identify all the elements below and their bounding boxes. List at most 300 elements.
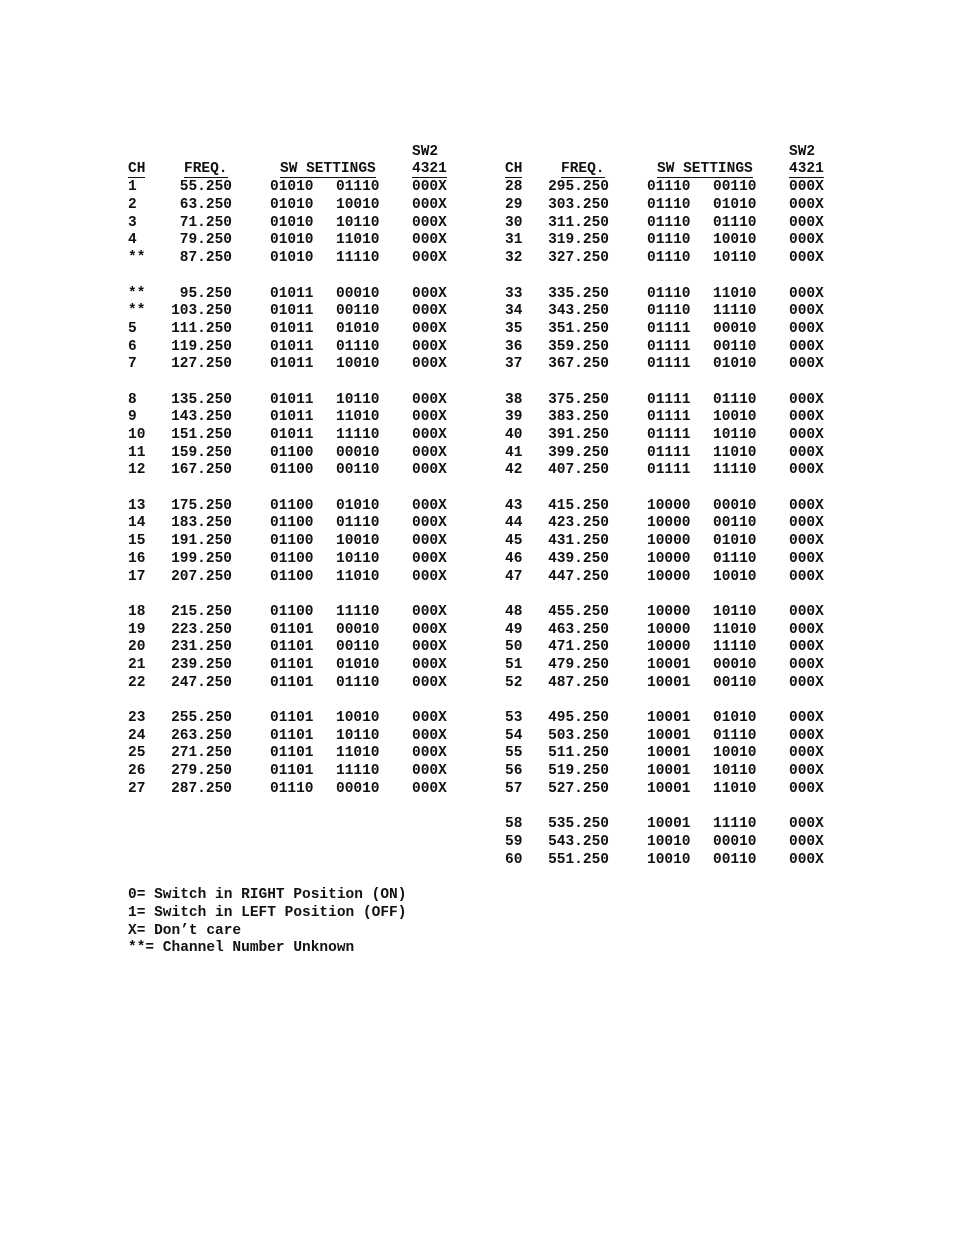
- sw-setting-a-cell: 01011: [270, 285, 314, 302]
- frequency-cell: 207.250: [171, 568, 232, 585]
- sw2-cell: 000X: [789, 710, 824, 726]
- channel-cell: 33: [505, 285, 523, 302]
- sw2-cell: 000X: [789, 356, 824, 373]
- sw-setting-a-cell: 10001: [647, 816, 691, 833]
- sw2-cell: 000X: [412, 515, 447, 532]
- sw-setting-a-cell: 01011: [270, 320, 314, 337]
- sw-setting-b-cell: 11010: [713, 444, 757, 461]
- header-sw-settings: SW SETTINGS: [657, 160, 753, 177]
- sw-setting-b-cell: 00010: [336, 621, 380, 638]
- channel-cell: **: [128, 285, 146, 302]
- frequency-cell: 295.250: [548, 179, 609, 196]
- channel-cell: 35: [505, 320, 523, 337]
- frequency-cell: 183.250: [171, 515, 232, 532]
- sw2-cell: 000X: [789, 214, 824, 231]
- frequency-cell: 151.250: [171, 427, 232, 443]
- sw-setting-b-cell: 10010: [336, 356, 380, 373]
- sw2-cell: 000X: [789, 533, 824, 550]
- sw2-cell: 000X: [412, 179, 447, 196]
- sw2-cell: 000X: [412, 639, 447, 656]
- sw-setting-a-cell: 01110: [647, 232, 691, 249]
- frequency-cell: 199.250: [171, 550, 232, 567]
- sw-setting-a-cell: 01110: [647, 214, 691, 231]
- frequency-cell: 367.250: [548, 356, 609, 373]
- channel-cell: **: [128, 250, 146, 267]
- channel-cell: 30: [505, 214, 523, 231]
- channel-cell: 22: [128, 674, 146, 691]
- frequency-cell: 551.250: [548, 851, 609, 868]
- sw-setting-a-cell: 01010: [270, 214, 314, 231]
- header-freq: FREQ.: [561, 160, 605, 177]
- sw2-cell: 000X: [412, 621, 447, 638]
- sw-setting-b-cell: 10010: [336, 533, 380, 550]
- sw-setting-b-cell: 10110: [713, 250, 757, 267]
- sw-setting-a-cell: 01100: [270, 550, 314, 567]
- sw-setting-a-cell: 01100: [270, 497, 314, 514]
- sw-setting-a-cell: 10000: [647, 550, 691, 567]
- frequency-cell: 111.250: [171, 320, 232, 337]
- channel-cell: 25: [128, 745, 146, 762]
- frequency-cell: 455.250: [548, 603, 609, 620]
- channel-cell: 56: [505, 763, 523, 780]
- channel-cell: 18: [128, 603, 146, 620]
- sw-setting-b-cell: 11110: [713, 639, 757, 656]
- channel-cell: 1: [128, 179, 137, 196]
- sw2-cell: 000X: [789, 656, 824, 673]
- sw-setting-b-cell: 11110: [713, 303, 757, 320]
- sw-setting-b-cell: 11110: [713, 462, 757, 479]
- sw-setting-b-cell: 01110: [713, 727, 757, 744]
- frequency-cell: 239.250: [171, 656, 232, 673]
- sw-setting-b-cell: 01110: [336, 674, 380, 691]
- sw-setting-b-cell: 01010: [713, 533, 757, 550]
- sw-setting-b-cell: 11010: [713, 780, 757, 797]
- frequency-cell: 447.250: [548, 568, 609, 585]
- sw-setting-a-cell: 01111: [647, 338, 691, 355]
- sw-setting-b-cell: 10110: [336, 391, 380, 408]
- sw-setting-b-cell: 01110: [336, 515, 380, 532]
- channel-cell: 50: [505, 639, 523, 656]
- sw-setting-b-cell: 00010: [336, 444, 380, 461]
- sw-setting-b-cell: 10010: [713, 745, 757, 762]
- frequency-cell: 327.250: [548, 250, 609, 267]
- frequency-cell: 215.250: [171, 603, 232, 620]
- legend-off: 1= Switch in LEFT Position (OFF): [128, 904, 407, 921]
- frequency-cell: 511.250: [548, 745, 609, 762]
- frequency-cell: 167.250: [171, 462, 232, 479]
- sw-setting-b-cell: 00110: [713, 179, 757, 196]
- frequency-cell: 335.250: [548, 285, 609, 302]
- sw-setting-a-cell: 01111: [647, 462, 691, 479]
- sw-setting-a-cell: 01010: [270, 197, 314, 214]
- channel-cell: 8: [128, 391, 137, 408]
- sw2-cell: 000X: [412, 727, 447, 744]
- channel-cell: 59: [505, 833, 523, 850]
- sw2-cell: 000X: [789, 833, 824, 850]
- channel-cell: 60: [505, 851, 523, 868]
- sw2-cell: 000X: [412, 462, 447, 479]
- sw-setting-b-cell: 11110: [336, 763, 380, 780]
- sw2-cell: 000X: [789, 250, 824, 267]
- channel-cell: 57: [505, 780, 523, 797]
- sw-setting-a-cell: 01011: [270, 409, 314, 426]
- channel-cell: 15: [128, 533, 146, 550]
- sw2-cell: 000X: [789, 179, 824, 196]
- sw-setting-a-cell: 01011: [270, 303, 314, 320]
- sw-setting-a-cell: 01111: [647, 409, 691, 426]
- sw-setting-a-cell: 10000: [647, 603, 691, 620]
- frequency-cell: 343.250: [548, 303, 609, 320]
- channel-cell: 28: [505, 179, 523, 196]
- sw-setting-b-cell: 10110: [336, 727, 380, 744]
- frequency-cell: 159.250: [171, 444, 232, 461]
- sw-setting-a-cell: 01010: [270, 179, 314, 196]
- sw2-cell: 000X: [789, 727, 824, 744]
- legend: [128, 887, 406, 958]
- channel-cell: 29: [505, 197, 523, 214]
- channel-cell: 38: [505, 391, 523, 408]
- sw-setting-b-cell: 01010: [713, 197, 757, 214]
- sw2-cell: 000X: [412, 674, 447, 691]
- sw-setting-a-cell: 01101: [270, 639, 314, 656]
- frequency-cell: 463.250: [548, 621, 609, 638]
- channel-cell: 48: [505, 603, 523, 620]
- channel-cell: 27: [128, 780, 146, 797]
- channel-cell: 39: [505, 409, 523, 426]
- sw2-cell: 000X: [412, 427, 447, 443]
- frequency-cell: 223.250: [171, 621, 232, 638]
- frequency-cell: 471.250: [548, 639, 609, 656]
- sw-setting-a-cell: 10000: [647, 639, 691, 656]
- sw-setting-b-cell: 00010: [713, 656, 757, 673]
- channel-cell: **: [128, 303, 146, 320]
- frequency-cell: 495.250: [548, 710, 609, 726]
- sw-setting-b-cell: 11010: [336, 232, 380, 249]
- sw2-cell: 000X: [412, 780, 447, 797]
- frequency-cell: 375.250: [548, 391, 609, 408]
- sw-setting-b-cell: 00010: [336, 285, 380, 302]
- sw2-cell: 000X: [412, 745, 447, 762]
- channel-cell: 14: [128, 515, 146, 532]
- frequency-cell: 391.250: [548, 427, 609, 443]
- sw-setting-a-cell: 10001: [647, 656, 691, 673]
- sw2-cell: 000X: [789, 427, 824, 443]
- legend-dont-care: X= Don’t care: [128, 922, 242, 939]
- sw2-cell: 000X: [789, 674, 824, 691]
- sw-setting-b-cell: 11110: [336, 250, 380, 267]
- sw2-cell: 000X: [789, 462, 824, 479]
- sw2-cell: 000X: [789, 232, 824, 249]
- sw-setting-b-cell: 01010: [713, 710, 757, 726]
- sw-setting-a-cell: 01111: [647, 320, 691, 337]
- frequency-cell: 319.250: [548, 232, 609, 249]
- sw-setting-b-cell: 11010: [336, 745, 380, 762]
- frequency-cell: 543.250: [548, 833, 609, 850]
- sw-setting-b-cell: 10110: [713, 763, 757, 780]
- channel-cell: 54: [505, 727, 523, 744]
- sw2-cell: 000X: [789, 497, 824, 514]
- sw-setting-a-cell: 01100: [270, 568, 314, 585]
- sw2-cell: 000X: [412, 232, 447, 249]
- channel-cell: 58: [505, 816, 523, 833]
- sw2-cell: 000X: [789, 444, 824, 461]
- sw2-cell: 000X: [789, 780, 824, 797]
- sw2-cell: 000X: [412, 250, 447, 267]
- frequency-cell: 399.250: [548, 444, 609, 461]
- sw-setting-a-cell: 01101: [270, 745, 314, 762]
- sw-setting-b-cell: 00010: [336, 780, 380, 797]
- sw2-cell: 000X: [412, 356, 447, 373]
- channel-cell: 17: [128, 568, 146, 585]
- sw-setting-a-cell: 01100: [270, 515, 314, 532]
- frequency-cell: 247.250: [171, 674, 232, 691]
- frequency-cell: 383.250: [548, 409, 609, 426]
- sw-setting-a-cell: 01011: [270, 338, 314, 355]
- sw2-cell: 000X: [789, 603, 824, 620]
- sw2-cell: 000X: [412, 320, 447, 337]
- sw-setting-b-cell: 00110: [336, 303, 380, 320]
- channel-cell: 43: [505, 497, 523, 514]
- sw2-cell: 000X: [789, 285, 824, 302]
- sw-setting-b-cell: 00110: [336, 639, 380, 656]
- sw2-cell: 000X: [412, 568, 447, 585]
- frequency-cell: 287.250: [171, 780, 232, 797]
- sw-setting-b-cell: 01110: [713, 391, 757, 408]
- channel-cell: 51: [505, 656, 523, 673]
- sw-setting-a-cell: 01011: [270, 391, 314, 408]
- frequency-cell: 439.250: [548, 550, 609, 567]
- channel-cell: 10: [128, 427, 146, 443]
- header-sw2: SW2: [412, 144, 439, 160]
- frequency-cell: 519.250: [548, 763, 609, 780]
- header-sw2-positions: 4321: [412, 160, 447, 177]
- channel-cell: 47: [505, 568, 523, 585]
- channel-cell: 5: [128, 320, 137, 337]
- frequency-cell: 351.250: [548, 320, 609, 337]
- channel-cell: 52: [505, 674, 523, 691]
- sw-setting-b-cell: 10010: [336, 197, 380, 214]
- sw-setting-b-cell: 00010: [713, 833, 757, 850]
- frequency-cell: 87.250: [179, 250, 232, 267]
- sw2-cell: 000X: [789, 197, 824, 214]
- sw-setting-b-cell: 00110: [713, 851, 757, 868]
- sw-setting-b-cell: 00110: [336, 462, 380, 479]
- sw-setting-a-cell: 10000: [647, 568, 691, 585]
- header-sw-settings: SW SETTINGS: [280, 160, 376, 177]
- channel-cell: 11: [128, 444, 146, 461]
- sw2-cell: 000X: [412, 197, 447, 214]
- sw2-cell: 000X: [789, 303, 824, 320]
- sw-setting-b-cell: 11110: [336, 603, 380, 620]
- channel-cell: 13: [128, 497, 146, 514]
- sw-setting-a-cell: 10010: [647, 833, 691, 850]
- sw-setting-b-cell: 11010: [336, 568, 380, 585]
- header-ch: CH: [128, 160, 146, 177]
- sw2-cell: 000X: [789, 391, 824, 408]
- header-freq: FREQ.: [184, 160, 228, 177]
- sw-setting-a-cell: 01110: [647, 303, 691, 320]
- frequency-cell: 479.250: [548, 656, 609, 673]
- frequency-cell: 359.250: [548, 338, 609, 355]
- sw-setting-a-cell: 01110: [647, 197, 691, 214]
- frequency-cell: 103.250: [171, 303, 232, 320]
- sw-setting-a-cell: 01111: [647, 427, 691, 443]
- frequency-cell: 279.250: [171, 763, 232, 780]
- sw2-cell: 000X: [412, 497, 447, 514]
- sw2-cell: 000X: [789, 550, 824, 567]
- sw-setting-a-cell: 01110: [647, 250, 691, 267]
- channel-cell: 12: [128, 462, 146, 479]
- frequency-cell: 535.250: [548, 816, 609, 833]
- channel-cell: 20: [128, 639, 146, 656]
- sw-setting-b-cell: 00010: [713, 320, 757, 337]
- sw2-cell: 000X: [412, 303, 447, 320]
- channel-cell: 2: [128, 197, 137, 214]
- sw-setting-a-cell: 01011: [270, 356, 314, 373]
- header-ch: CH: [505, 160, 523, 177]
- sw-setting-a-cell: 10001: [647, 727, 691, 744]
- sw-setting-a-cell: 01100: [270, 462, 314, 479]
- sw-setting-a-cell: 01100: [270, 603, 314, 620]
- frequency-cell: 119.250: [171, 338, 232, 355]
- sw2-cell: 000X: [412, 409, 447, 426]
- frequency-cell: 175.250: [171, 497, 232, 514]
- sw-setting-b-cell: 11010: [713, 285, 757, 302]
- sw-setting-a-cell: 01101: [270, 621, 314, 638]
- channel-cell: 45: [505, 533, 523, 550]
- frequency-cell: 231.250: [171, 639, 232, 656]
- channel-cell: 16: [128, 550, 146, 567]
- sw-setting-b-cell: 01110: [713, 550, 757, 567]
- frequency-cell: 71.250: [179, 214, 232, 231]
- frequency-cell: 55.250: [179, 179, 232, 196]
- sw-setting-a-cell: 01100: [270, 444, 314, 461]
- header-sw2: SW2: [789, 144, 816, 160]
- sw-setting-a-cell: 01110: [647, 179, 691, 196]
- sw2-cell: 000X: [789, 621, 824, 638]
- frequency-cell: 255.250: [171, 710, 232, 726]
- sw2-cell: 000X: [789, 745, 824, 762]
- sw-setting-b-cell: 10110: [336, 550, 380, 567]
- sw2-cell: 000X: [789, 851, 824, 868]
- sw-setting-b-cell: 00110: [713, 338, 757, 355]
- sw-setting-a-cell: 01101: [270, 710, 314, 726]
- sw-setting-a-cell: 01100: [270, 533, 314, 550]
- sw2-cell: 000X: [412, 444, 447, 461]
- frequency-cell: 143.250: [171, 409, 232, 426]
- sw-setting-b-cell: 10010: [713, 232, 757, 249]
- frequency-cell: 487.250: [548, 674, 609, 691]
- sw-setting-b-cell: 00010: [713, 497, 757, 514]
- frequency-cell: 311.250: [548, 214, 609, 231]
- channel-cell: 4: [128, 232, 137, 249]
- sw-setting-a-cell: 10000: [647, 621, 691, 638]
- sw-setting-b-cell: 01010: [713, 356, 757, 373]
- sw2-cell: 000X: [412, 533, 447, 550]
- sw2-cell: 000X: [412, 550, 447, 567]
- sw-setting-b-cell: 10010: [713, 568, 757, 585]
- frequency-cell: 503.250: [548, 727, 609, 744]
- sw2-cell: 000X: [789, 568, 824, 585]
- header-sw2-positions: 4321: [789, 160, 824, 177]
- sw-setting-b-cell: 10010: [713, 409, 757, 426]
- sw-setting-a-cell: 10001: [647, 780, 691, 797]
- channel-cell: 21: [128, 656, 146, 673]
- channel-cell: 44: [505, 515, 523, 532]
- sw-setting-a-cell: 10000: [647, 515, 691, 532]
- sw2-cell: 000X: [789, 409, 824, 426]
- channel-cell: 34: [505, 303, 523, 320]
- sw2-cell: 000X: [789, 320, 824, 337]
- sw2-cell: 000X: [412, 391, 447, 408]
- frequency-cell: 127.250: [171, 356, 232, 373]
- sw-setting-b-cell: 01110: [336, 179, 380, 196]
- frequency-cell: 263.250: [171, 727, 232, 744]
- sw-setting-b-cell: 01010: [336, 497, 380, 514]
- legend-on: 0= Switch in RIGHT Position (ON): [128, 887, 407, 903]
- sw2-cell: 000X: [789, 816, 824, 833]
- frequency-cell: 431.250: [548, 533, 609, 550]
- channel-cell: 42: [505, 462, 523, 479]
- sw2-cell: 000X: [789, 338, 824, 355]
- channel-cell: 9: [128, 409, 137, 426]
- frequency-cell: 191.250: [171, 533, 232, 550]
- sw-setting-b-cell: 01110: [713, 214, 757, 231]
- channel-cell: 19: [128, 621, 146, 638]
- sw-setting-a-cell: 01111: [647, 356, 691, 373]
- channel-cell: 6: [128, 338, 137, 355]
- channel-cell: 23: [128, 710, 146, 726]
- frequency-cell: 415.250: [548, 497, 609, 514]
- sw2-cell: 000X: [789, 515, 824, 532]
- channel-cell: 53: [505, 710, 523, 726]
- sw-setting-b-cell: 01110: [336, 338, 380, 355]
- sw-setting-a-cell: 01101: [270, 674, 314, 691]
- sw2-cell: 000X: [412, 656, 447, 673]
- sw-setting-b-cell: 00110: [713, 515, 757, 532]
- channel-cell: 55: [505, 745, 523, 762]
- sw-setting-a-cell: 01011: [270, 427, 314, 443]
- channel-cell: 49: [505, 621, 523, 638]
- sw-setting-b-cell: 01010: [336, 656, 380, 673]
- channel-cell: 40: [505, 427, 523, 443]
- sw-setting-a-cell: 10001: [647, 745, 691, 762]
- sw-setting-a-cell: 01111: [647, 391, 691, 408]
- sw-setting-b-cell: 11010: [336, 409, 380, 426]
- sw-setting-b-cell: 00110: [713, 674, 757, 691]
- frequency-cell: 135.250: [171, 391, 232, 408]
- frequency-cell: 527.250: [548, 780, 609, 797]
- frequency-cell: 63.250: [179, 197, 232, 214]
- sw-setting-a-cell: 01110: [270, 780, 314, 797]
- sw-setting-b-cell: 10110: [336, 214, 380, 231]
- frequency-cell: 303.250: [548, 197, 609, 214]
- channel-cell: 26: [128, 763, 146, 780]
- channel-cell: 37: [505, 356, 523, 373]
- sw-setting-a-cell: 10000: [647, 497, 691, 514]
- sw-setting-a-cell: 10000: [647, 533, 691, 550]
- sw2-cell: 000X: [412, 603, 447, 620]
- frequency-cell: 95.250: [179, 285, 232, 302]
- sw2-cell: 000X: [412, 763, 447, 780]
- sw2-cell: 000X: [789, 639, 824, 656]
- channel-cell: 7: [128, 356, 137, 373]
- channel-cell: 31: [505, 232, 523, 249]
- sw-setting-b-cell: 11110: [713, 816, 757, 833]
- sw2-cell: 000X: [412, 338, 447, 355]
- sw-setting-a-cell: 01101: [270, 656, 314, 673]
- sw-setting-a-cell: 10001: [647, 674, 691, 691]
